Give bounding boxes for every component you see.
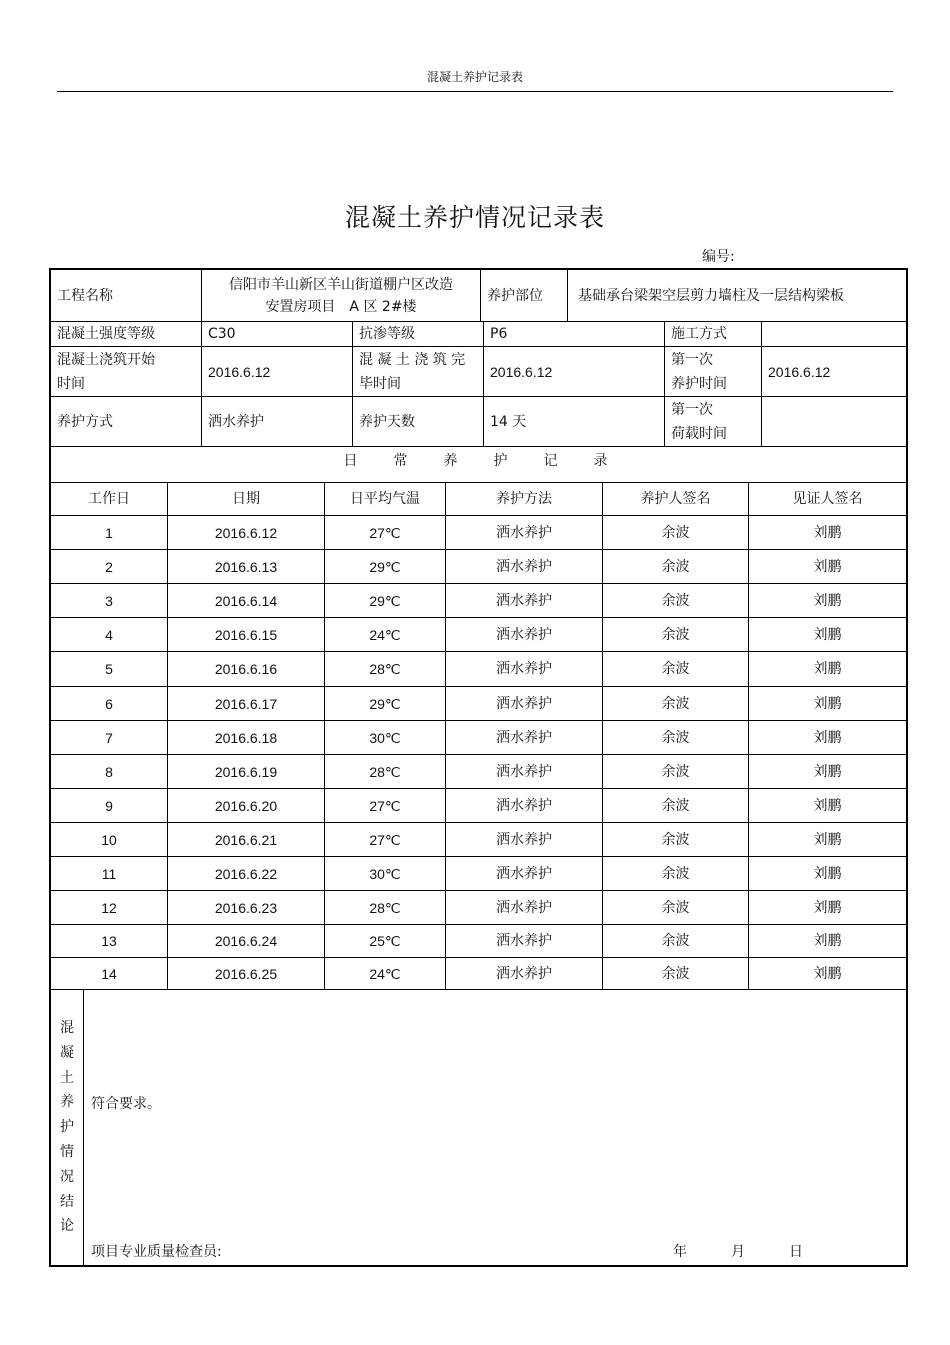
first-curing-label-line2: 养护时间 (671, 375, 727, 392)
conclusion-label-char: 况 (60, 1168, 74, 1185)
row-7-date: 2016.6.18 (168, 721, 325, 755)
first-load-label (665, 397, 762, 447)
row-10-date: 2016.6.21 (168, 823, 325, 857)
row-3-method: 洒水养护 (446, 584, 603, 618)
row-13-day: 13 (51, 925, 168, 958)
document-number-label: 编号: (702, 249, 735, 265)
row-10-curer: 余波 (603, 823, 749, 857)
row-1-method: 洒水养护 (446, 516, 603, 550)
conclusion-label-char: 结 (60, 1193, 74, 1210)
row-4-temp: 24℃ (325, 618, 446, 652)
row-1-curer: 余波 (603, 516, 749, 550)
curing-days-label: 养护天数 (353, 397, 484, 447)
row-6-witness: 刘鹏 (749, 687, 906, 721)
row-6-curer: 余波 (603, 687, 749, 721)
row-5-method: 洒水养护 (446, 652, 603, 687)
row-6-temp: 29℃ (325, 687, 446, 721)
row-12-curer: 余波 (603, 891, 749, 925)
row-1-day: 1 (51, 516, 168, 550)
row-14-temp: 24℃ (325, 958, 446, 990)
row-10-method: 洒水养护 (446, 823, 603, 857)
row-8-date: 2016.6.19 (168, 755, 325, 789)
row-7-witness: 刘鹏 (749, 721, 906, 755)
strength-value: C30 (202, 322, 353, 347)
row-3-date: 2016.6.14 (168, 584, 325, 618)
row-3-day: 3 (51, 584, 168, 618)
row-5-curer: 余波 (603, 652, 749, 687)
row-8-curer: 余波 (603, 755, 749, 789)
row-14-curer: 余波 (603, 958, 749, 990)
running-header: 混凝土养护记录表 (426, 70, 523, 84)
row-9-day: 9 (51, 789, 168, 823)
curing-part-value: 基础承台梁架空层剪力墙柱及一层结构梁板 (568, 270, 906, 322)
impermeability-value: P6 (484, 322, 665, 347)
row-12-temp: 28℃ (325, 891, 446, 925)
column-header-4: 养护方法 (446, 483, 603, 516)
pour-start-label-line1: 混凝土浇筑开始 (57, 351, 155, 368)
first-load-value (762, 397, 906, 447)
conclusion-label-char: 养 (60, 1094, 74, 1111)
row-9-method: 洒水养护 (446, 789, 603, 823)
date-year-label: 年 (673, 1244, 687, 1260)
conclusion-label-char: 土 (60, 1069, 74, 1086)
construction-method-label: 施工方式 (665, 322, 762, 347)
row-4-curer: 余波 (603, 618, 749, 652)
date-day-label: 日 (789, 1244, 803, 1260)
column-header-3: 日平均气温 (325, 483, 446, 516)
row-6-method: 洒水养护 (446, 687, 603, 721)
row-3-curer: 余波 (603, 584, 749, 618)
row-8-witness: 刘鹏 (749, 755, 906, 789)
row-9-temp: 27℃ (325, 789, 446, 823)
row-8-method: 洒水养护 (446, 755, 603, 789)
row-13-curer: 余波 (603, 925, 749, 958)
row-4-method: 洒水养护 (446, 618, 603, 652)
conclusion-label-char: 护 (60, 1119, 74, 1136)
row-6-day: 6 (51, 687, 168, 721)
record-grid (49, 268, 908, 1267)
row-14-witness: 刘鹏 (749, 958, 906, 990)
row-11-date: 2016.6.22 (168, 857, 325, 891)
column-header-6: 见证人签名 (749, 483, 906, 516)
row-4-day: 4 (51, 618, 168, 652)
row-4-date: 2016.6.15 (168, 618, 325, 652)
row-13-method: 洒水养护 (446, 925, 603, 958)
row-6-date: 2016.6.17 (168, 687, 325, 721)
curing-part-label: 养护部位 (481, 270, 568, 322)
row-1-temp: 27℃ (325, 516, 446, 550)
row-11-curer: 余波 (603, 857, 749, 891)
project-name-label: 工程名称 (51, 270, 202, 322)
row-9-witness: 刘鹏 (749, 789, 906, 823)
row-5-witness: 刘鹏 (749, 652, 906, 687)
column-header-2: 日期 (168, 483, 325, 516)
row-14-method: 洒水养护 (446, 958, 603, 990)
first-curing-label (665, 347, 762, 397)
row-2-temp: 29℃ (325, 550, 446, 584)
row-2-curer: 余波 (603, 550, 749, 584)
row-9-curer: 余波 (603, 789, 749, 823)
conclusion-label-char: 凝 (60, 1044, 74, 1061)
curing-method-label: 养护方式 (51, 397, 202, 447)
conclusion-label-char: 情 (60, 1143, 74, 1160)
row-7-temp: 30℃ (325, 721, 446, 755)
row-1-witness: 刘鹏 (749, 516, 906, 550)
row-11-temp: 30℃ (325, 857, 446, 891)
row-11-method: 洒水养护 (446, 857, 603, 891)
row-12-day: 12 (51, 891, 168, 925)
row-3-temp: 29℃ (325, 584, 446, 618)
pour-start-label-line2: 时间 (57, 375, 85, 392)
row-14-day: 14 (51, 958, 168, 990)
project-name-value-line2: 安置房项目 A 区 2#楼 (265, 298, 417, 315)
pour-end-label (353, 347, 484, 397)
row-8-day: 8 (51, 755, 168, 789)
column-header-1: 工作日 (51, 483, 168, 516)
project-name-value-line1: 信阳市羊山新区羊山街道棚户区改造 (229, 276, 453, 293)
date-month-label: 月 (731, 1244, 745, 1260)
pour-end-label-line2: 毕时间 (359, 375, 401, 392)
column-header-5: 养护人签名 (603, 483, 749, 516)
row-14-date: 2016.6.25 (168, 958, 325, 990)
conclusion-label (51, 990, 84, 1267)
row-2-method: 洒水养护 (446, 550, 603, 584)
row-2-date: 2016.6.13 (168, 550, 325, 584)
row-7-day: 7 (51, 721, 168, 755)
row-13-witness: 刘鹏 (749, 925, 906, 958)
header-rule (57, 91, 893, 92)
construction-method-value (762, 322, 906, 347)
inspector-label: 项目专业质量检查员: (91, 1244, 222, 1260)
row-12-date: 2016.6.23 (168, 891, 325, 925)
row-8-temp: 28℃ (325, 755, 446, 789)
row-7-curer: 余波 (603, 721, 749, 755)
conclusion-body (84, 990, 906, 1267)
row-12-method: 洒水养护 (446, 891, 603, 925)
strength-label: 混凝土强度等级 (51, 322, 202, 347)
pour-end-label-line1: 混 凝 土 浇 筑 完 (359, 351, 466, 368)
row-1-date: 2016.6.12 (168, 516, 325, 550)
daily-record-section-label: 日常养护记录 (51, 447, 906, 483)
impermeability-label: 抗渗等级 (353, 322, 484, 347)
first-curing-value: 2016.6.12 (762, 347, 906, 397)
conclusion-label-char: 混 (60, 1020, 74, 1036)
conclusion-text: 符合要求。 (91, 1096, 161, 1112)
row-10-day: 10 (51, 823, 168, 857)
project-name-value (202, 270, 481, 322)
row-4-witness: 刘鹏 (749, 618, 906, 652)
conclusion-label-char: 论 (60, 1218, 74, 1235)
document-title: 混凝土养护情况记录表 (344, 203, 605, 232)
row-5-date: 2016.6.16 (168, 652, 325, 687)
first-curing-label-line1: 第一次 (671, 351, 713, 368)
pour-end-value: 2016.6.12 (484, 347, 665, 397)
row-2-witness: 刘鹏 (749, 550, 906, 584)
pour-start-label (51, 347, 202, 397)
row-12-witness: 刘鹏 (749, 891, 906, 925)
row-5-temp: 28℃ (325, 652, 446, 687)
row-3-witness: 刘鹏 (749, 584, 906, 618)
row-13-date: 2016.6.24 (168, 925, 325, 958)
row-11-witness: 刘鹏 (749, 857, 906, 891)
pour-start-value: 2016.6.12 (202, 347, 353, 397)
row-5-day: 5 (51, 652, 168, 687)
row-11-day: 11 (51, 857, 168, 891)
row-7-method: 洒水养护 (446, 721, 603, 755)
first-load-label-line2: 荷载时间 (671, 425, 727, 442)
row-2-day: 2 (51, 550, 168, 584)
row-10-witness: 刘鹏 (749, 823, 906, 857)
row-10-temp: 27℃ (325, 823, 446, 857)
row-9-date: 2016.6.20 (168, 789, 325, 823)
curing-days-value: 14 天 (484, 397, 665, 447)
first-load-label-line1: 第一次 (671, 401, 713, 418)
curing-method-value: 洒水养护 (202, 397, 353, 447)
row-13-temp: 25℃ (325, 925, 446, 958)
